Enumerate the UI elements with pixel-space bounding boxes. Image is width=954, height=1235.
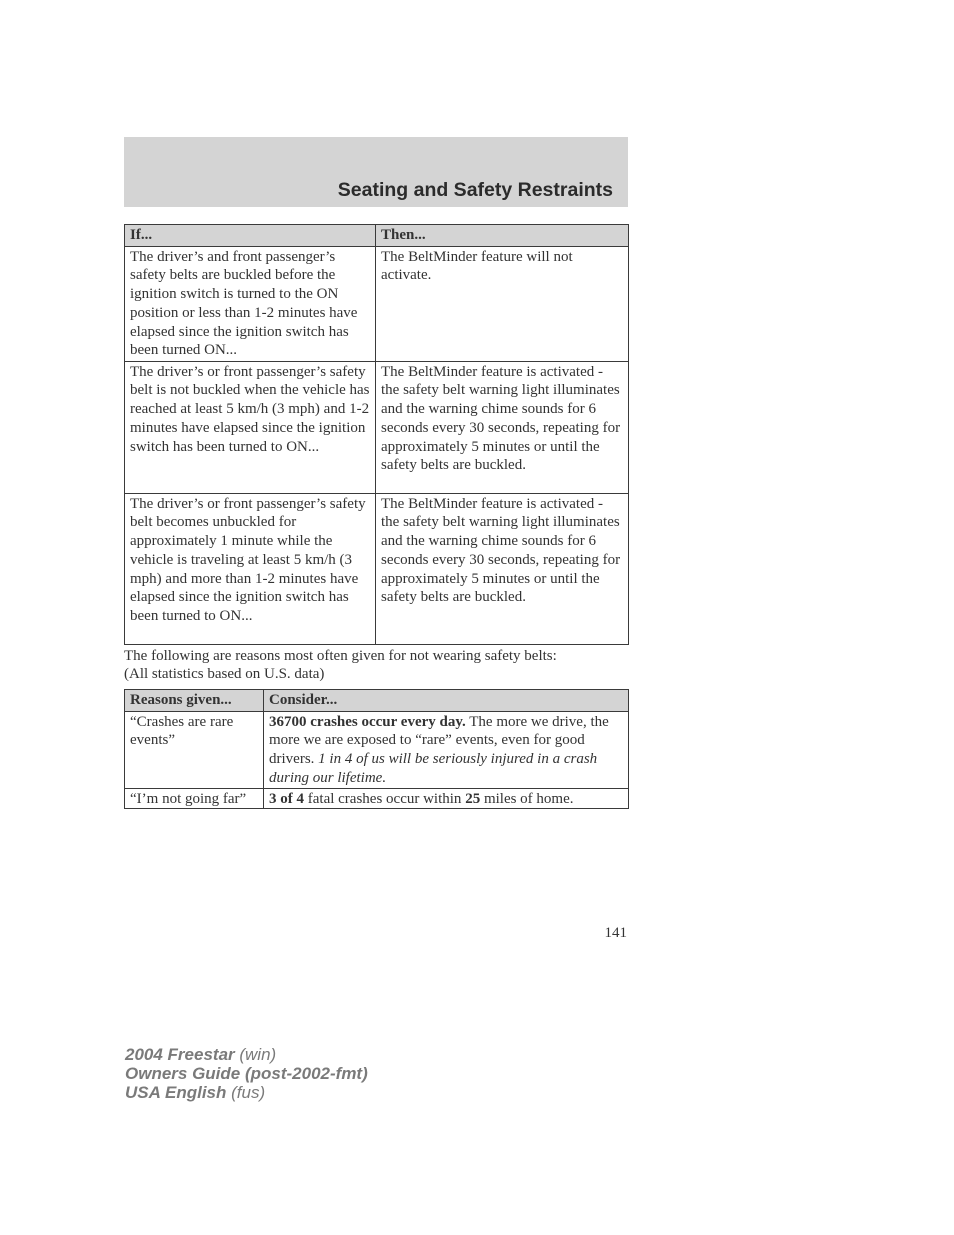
- intro-line: The following are reasons most often given for not wearing safety belts:: [124, 648, 557, 664]
- injury-stat: 1 in 4 of us will be seriously injured in a crash during our lifetime.: [269, 751, 598, 786]
- footer-guide: Owners Guide (post-2002-fmt): [125, 1063, 368, 1083]
- table-row: [125, 711, 629, 788]
- reason-cell: “I’m not going far”: [125, 788, 264, 809]
- consider-cell: [264, 788, 629, 809]
- reasons-table: [124, 689, 629, 809]
- footer-code: (fus): [226, 1082, 266, 1102]
- footer-model: 2004 Freestar: [125, 1045, 235, 1064]
- table-header-row: [125, 690, 629, 712]
- intro-text: [124, 648, 644, 683]
- then-cell: The BeltMinder feature is activated - the safety belt warning light illuminates and the warning chime sounds for 6 seconds every 30 seconds, repeating for approximately 5 minutes or until the safety belts are buckled.: [376, 493, 629, 644]
- intro-note: (All statistics based on U.S. data): [124, 665, 325, 682]
- consider-text: miles of home.: [480, 790, 574, 807]
- table-row: [125, 361, 629, 493]
- if-cell: The driver’s or front passenger’s safety belt becomes unbuckled for approximately 1 minute while the vehicle is traveling at least 5 km/h (3 mph) and more than 1-2 minutes have elapsed since the ignition switch has been turned to ON...: [125, 493, 376, 644]
- column-header-reasons: Reasons given...: [125, 690, 264, 712]
- column-header-then: Then...: [376, 225, 629, 247]
- column-header-consider: Consider...: [264, 690, 629, 712]
- consider-cell: [264, 711, 629, 788]
- footer-line: [125, 1046, 368, 1065]
- distance-miles: 25: [465, 790, 481, 807]
- footer-language: USA English: [125, 1082, 227, 1102]
- then-cell: The BeltMinder feature is activated - the safety belt warning light illuminates and the warning chime sounds for 6 seconds every 30 seconds, repeating for approximately 5 minutes or until the safety belts are buckled.: [376, 361, 629, 493]
- consider-text: The more we drive, the more we are exposed to “rare” events, even for good drivers.: [269, 713, 609, 768]
- then-cell: The BeltMinder feature will not activate.: [376, 246, 629, 361]
- table-header-row: [125, 225, 629, 247]
- crash-stat: 36700 crashes occur every day.: [269, 713, 466, 730]
- if-cell: The driver’s and front passenger’s safety belts are buckled before the ignition switch is turned to the ON position or less than 1-2 minutes have elapsed since the ignition switch has been turned ON...: [125, 246, 376, 361]
- table-row: [125, 246, 629, 361]
- table-row: [125, 493, 629, 644]
- footer: [125, 1046, 368, 1102]
- if-then-table: [124, 224, 629, 645]
- fatal-ratio: 3 of 4: [269, 790, 304, 807]
- section-title: Seating and Safety Restraints: [337, 179, 613, 201]
- footer-line: [125, 1084, 368, 1103]
- reason-cell: “Crashes are rare events”: [125, 711, 264, 788]
- column-header-if: If...: [125, 225, 376, 247]
- header-band: [124, 137, 628, 207]
- consider-text: fatal crashes occur within: [304, 790, 466, 807]
- footer-line: [125, 1065, 368, 1084]
- if-cell: The driver’s or front passenger’s safety belt is not buckled when the vehicle has reached at least 5 km/h (3 mph) and 1-2 minutes have elapsed since the ignition switch has been turned to ON...: [125, 361, 376, 493]
- table-row: [125, 788, 629, 809]
- footer-code: (win): [234, 1045, 277, 1064]
- page-number: 141: [604, 925, 627, 941]
